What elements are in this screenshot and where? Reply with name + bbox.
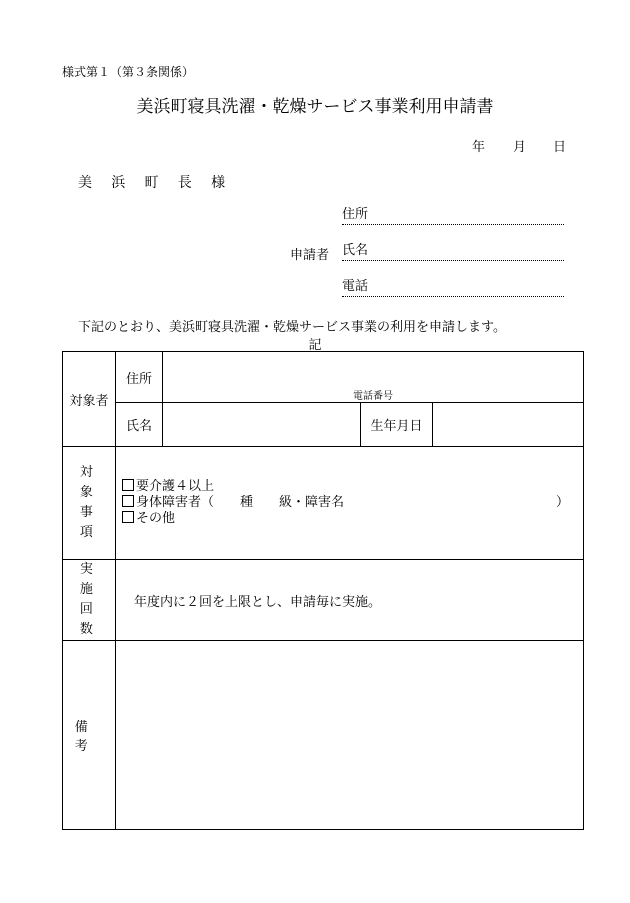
applicant-label: 申請者 bbox=[290, 248, 330, 263]
applicant-phone-label: 電話 bbox=[342, 279, 369, 294]
statement-text: 下記のとおり、美浜町寝具洗濯・乾燥サービス事業の利用を申請します。 bbox=[78, 320, 506, 335]
applicant-address-label: 住所 bbox=[342, 207, 369, 222]
applicant-address-field[interactable] bbox=[342, 202, 564, 225]
other-checkbox[interactable] bbox=[122, 511, 134, 523]
applicant-name-field[interactable] bbox=[342, 238, 564, 261]
address-field[interactable] bbox=[163, 352, 584, 403]
form-number: 様式第１（第３条関係） bbox=[62, 65, 195, 79]
birthdate-field[interactable] bbox=[433, 403, 584, 447]
check-care-level-row[interactable]: 要介護４以上 bbox=[122, 479, 583, 495]
remarks-field[interactable] bbox=[116, 641, 584, 830]
remarks-label: 備考 bbox=[63, 641, 116, 830]
form-title: 美浜町寝具洗濯・乾燥サービス事業利用申請書 bbox=[136, 97, 494, 117]
address-label: 住所 bbox=[116, 352, 163, 403]
name-label: 氏名 bbox=[116, 403, 163, 447]
name-field[interactable] bbox=[163, 403, 361, 447]
care-level-checkbox[interactable] bbox=[122, 479, 134, 491]
date-year-label: 年 bbox=[472, 140, 486, 155]
target-person-label: 対象者 bbox=[63, 352, 116, 447]
check-other-row[interactable]: その他 bbox=[122, 511, 583, 527]
target-items-checklist bbox=[116, 447, 584, 560]
applicant-phone-field[interactable] bbox=[342, 274, 564, 297]
ki-heading: 記 bbox=[308, 338, 322, 353]
addressee: 美 浜 町 長 様 bbox=[78, 175, 227, 191]
implementation-label: 実 施 回 数 bbox=[63, 560, 116, 641]
implementation-text: 年度内に２回を上限とし、申請毎に実施。 bbox=[116, 560, 584, 641]
application-table bbox=[62, 351, 584, 830]
applicant-name-label: 氏名 bbox=[342, 243, 369, 258]
disability-checkbox[interactable] bbox=[122, 495, 134, 507]
date-month-label: 月 bbox=[513, 140, 527, 155]
check-disability-row[interactable]: 身体障害者（ 種 級・障害名 ） bbox=[122, 495, 583, 511]
target-items-label: 対 象 事 項 bbox=[63, 447, 116, 560]
date-day-label: 日 bbox=[553, 140, 567, 155]
phone-number-label: 電話番号 bbox=[353, 391, 393, 402]
birthdate-label: 生年月日 bbox=[361, 403, 433, 447]
